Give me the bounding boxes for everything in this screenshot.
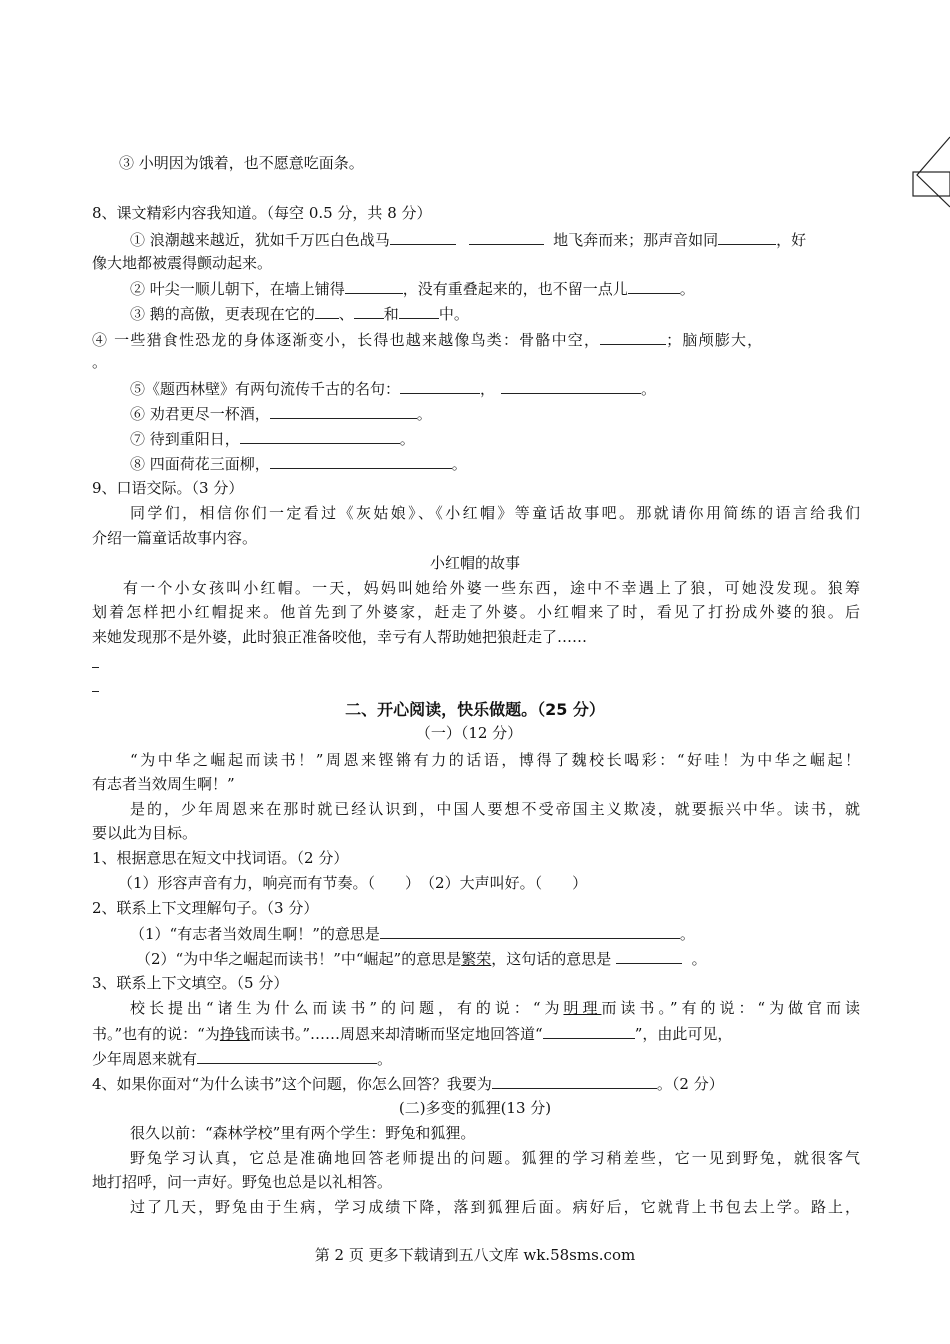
passage1-line4: 要以此为目标。	[92, 824, 198, 842]
story-line3: 来她发现那不是外婆，此时狼正准备咬他，幸亏有人帮助她把狼赶走了……	[92, 628, 588, 646]
q8-header: 8、课文精彩内容我知道。（每空 0.5 分，共 8 分）	[92, 204, 432, 222]
stray-mark	[92, 691, 99, 692]
answer-blank[interactable]	[600, 329, 666, 345]
answer-blank[interactable]	[390, 229, 456, 245]
q8-item3: ③ 鹅的高傲，更表现在它的 、 和 中。	[130, 305, 469, 323]
answer-blank[interactable]	[400, 378, 480, 394]
answer-blank[interactable]	[399, 303, 439, 319]
s2-q4: 4、如果你面对“为什么读书”这个问题，你怎么回答？我要为 。（2 分）	[92, 1075, 724, 1093]
passage1-line3: 是的，少年周恩来在那时就已经认识到，中国人要想不受帝国主义欺凌，就要振兴中华。读书，就	[130, 800, 860, 818]
q8-item2: ② 叶尖一顺儿朝下，在墙上铺得 ，没有重叠起来的，也不留一点儿 。	[130, 280, 695, 298]
answer-blank[interactable]	[380, 923, 680, 939]
s2-q2: 2、联系上下文理解句子。（3 分）	[92, 899, 319, 917]
answer-blank[interactable]	[616, 948, 682, 964]
answer-blank[interactable]	[543, 1023, 635, 1039]
passage1-line1: “为中华之崛起而读书！”周恩来铿锵有力的话语，博得了魏校长喝彩：“好哇！为中华之崛起！	[130, 751, 860, 769]
part2-title: (二)多变的狐狸(13 分)	[398, 1099, 552, 1117]
s2-q1-items: （1）形容声音有力，响亮而有节奏。（ ） （2）大声叫好。（ ）	[118, 874, 588, 892]
q8-item8: ⑧ 四面荷花三面柳， 。	[130, 455, 467, 473]
passage1-line2: 有志者当效周生啊！”	[92, 775, 235, 793]
s2-q1: 1、根据意思在短文中找词语。（2 分）	[92, 849, 349, 867]
answer-blank[interactable]	[354, 303, 384, 319]
q8-item4-end: 。	[92, 353, 108, 371]
q9-header: 9、口语交际。（3 分）	[92, 479, 244, 497]
story-title: 小红帽的故事	[429, 554, 520, 572]
q8-item1-line2: 像大地都被震得颤动起来。	[92, 254, 273, 272]
q9-para-line2: 介绍一篇童话故事内容。	[92, 529, 258, 547]
q8-item4: ④ 一些猎食性恐龙的身体逐渐变小，长得也越来越像鸟类：骨骼中空， ；脑颅膨大，	[92, 331, 764, 349]
section2-title: 二、开心阅读，快乐做题。（25 分）	[345, 700, 605, 719]
passage2-line3: 地打招呼，问一声好。野兔也总是以礼相答。	[92, 1173, 393, 1191]
q8-item6: ⑥ 劝君更尽一杯酒， 。	[130, 405, 432, 423]
answer-blank[interactable]	[315, 303, 339, 319]
part1-title: （一）（12 分）	[415, 724, 523, 742]
q9-para-line1: 同学们，相信你们一定看过《灰姑娘》、《小红帽》等童话故事吧。那就请你用简练的语言给我们	[130, 504, 860, 522]
stray-mark	[92, 667, 99, 668]
page-footer: 第 2 页 更多下载请到五八文库 wk.58sms.com	[314, 1246, 636, 1264]
s2-q3-line1: 校长提出“诸生为什么而读书”的问题，有的说：“为明理而读书。”有的说：“为做官而读	[130, 999, 860, 1017]
s2-q3-line3: 少年周恩来就有 。	[92, 1050, 393, 1068]
q7-item3: ③ 小明因为饿着，也不愿意吃面条。	[119, 154, 364, 172]
answer-blank[interactable]	[240, 428, 400, 444]
answer-blank[interactable]	[345, 278, 403, 294]
answer-blank[interactable]	[492, 1073, 657, 1089]
corner-mark	[905, 135, 950, 215]
answer-blank[interactable]	[628, 278, 680, 294]
s2-q2-item2: （2）“为中华之崛起而读书！”中“崛起”的意思是繁荣，这句话的意思是 。	[136, 950, 707, 968]
q8-item7: ⑦ 待到重阳日， 。	[130, 430, 415, 448]
answer-blank[interactable]	[270, 453, 452, 469]
s2-q3: 3、联系上下文填空。（5 分）	[92, 974, 289, 992]
answer-blank[interactable]	[501, 378, 641, 394]
answer-blank[interactable]	[718, 229, 776, 245]
answer-blank[interactable]	[197, 1048, 377, 1064]
passage2-line2: 野兔学习认真，它总是准确地回答老师提出的问题。狐狸的学习稍差些，它一见到野兔，就很客气	[130, 1149, 860, 1167]
answer-blank[interactable]	[270, 403, 417, 419]
s2-q3-line2: 书。”也有的说：“为挣钱而读书。”……周恩来却清晰而坚定地回答道“ ”，由此可见，	[92, 1025, 733, 1043]
passage2-line4: 过了几天，野兔由于生病，学习成绩下降，落到狐狸后面。病好后，它就背上书包去上学。路上，	[130, 1198, 860, 1216]
q8-item5: ⑤《题西林壁》有两句流传千古的名句： ， 。	[130, 380, 657, 398]
answer-blank[interactable]	[469, 229, 544, 245]
s2-q2-item1: （1）“有志者当效周生啊！”的意思是 。	[130, 925, 695, 943]
story-line1: 有一个小女孩叫小红帽。一天，妈妈叫她给外婆一些东西，途中不幸遇上了狼，可她没发现。狼筹	[123, 579, 860, 597]
q8-item1-line1: ① 浪潮越来越近，犹如千万匹白色战马 地飞奔而来；那声音如同 ，好	[130, 231, 807, 249]
passage2-line1: 很久以前：“森林学校”里有两个学生：野兔和狐狸。	[130, 1124, 476, 1142]
story-line2: 划着怎样把小红帽捉来。他首先到了外婆家，赶走了外婆。小红帽来了时，看见了打扮成外婆的狼。后	[92, 603, 860, 621]
